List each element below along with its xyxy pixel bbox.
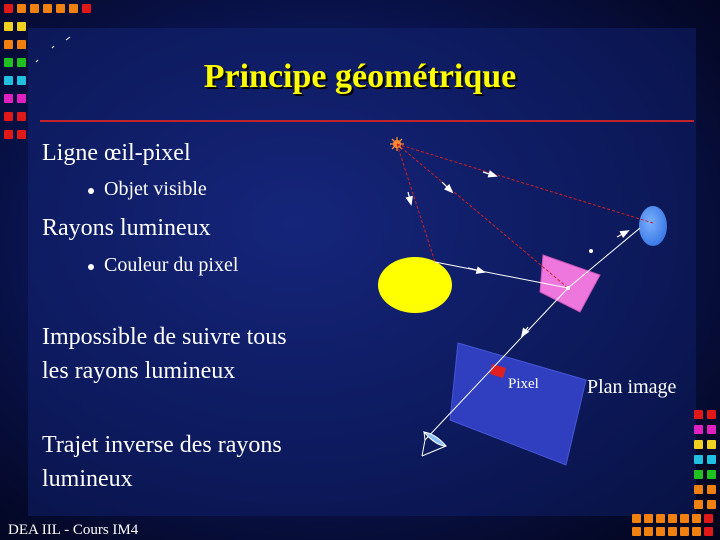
slide-footer: DEA IIL - Cours IM4 (8, 522, 139, 538)
inverse-line-2: lumineux (42, 466, 133, 492)
image-plane (450, 343, 586, 465)
image-plane-label: Plan image (587, 376, 677, 398)
yellow-sphere (378, 257, 452, 313)
eye-icon (422, 432, 446, 456)
ray-arrows (408, 172, 628, 336)
mirror-surface (540, 255, 600, 312)
bullet-eye-pixel-line: Ligne œil-pixel (42, 140, 191, 166)
inverse-line-1: Trajet inverse des rayons (42, 432, 282, 458)
impossible-line-2: les rayons lumineux (42, 358, 236, 384)
sub-bullet-pixel-color: Couleur du pixel (104, 254, 239, 276)
ray-intersection-dot (589, 249, 593, 253)
ray-intersection-dot (566, 286, 570, 290)
slide-title: Principe géométrique (203, 58, 517, 95)
pixel-label: Pixel (508, 376, 539, 392)
sub-bullet-visible-object: Objet visible (104, 178, 207, 200)
blue-ellipsoid (639, 206, 667, 246)
impossible-line-1: Impossible de suivre tous (42, 324, 287, 350)
corner-decoration (36, 37, 70, 62)
bullet-light-rays: Rayons lumineux (42, 215, 211, 241)
